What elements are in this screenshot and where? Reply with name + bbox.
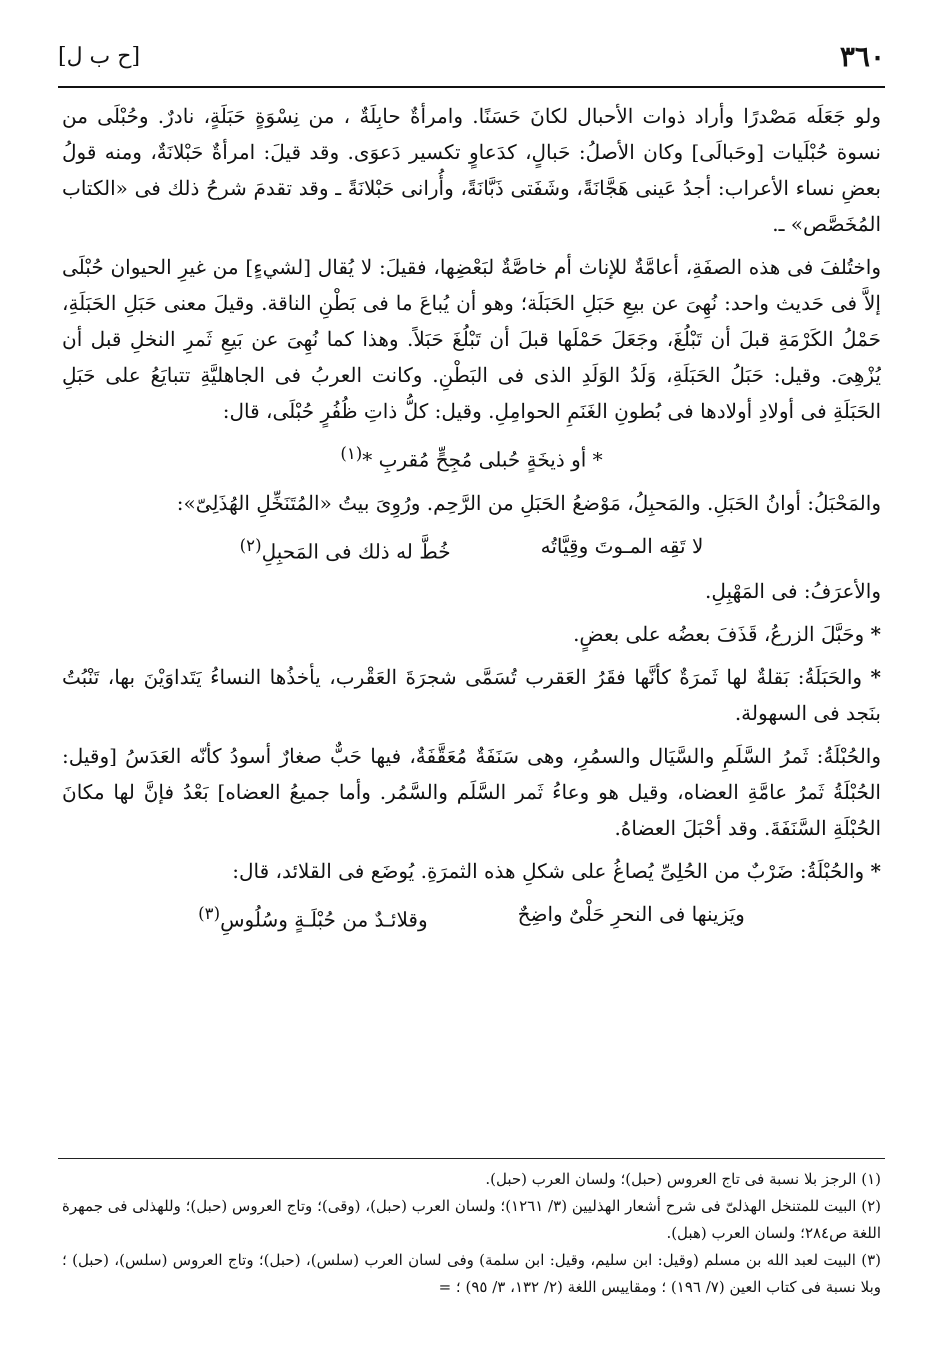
footnotes <box>62 1166 881 1301</box>
main-text <box>62 98 881 1146</box>
entry-marker: * <box>870 622 881 647</box>
poetry-couplet <box>62 528 881 570</box>
paragraph: والمَحْبَلُ: أوانُ الحَبَلِ. والمَحبِلُ، مَوْضعُ الحَبَلِ من الرَّحِم. ورُوِىَ بيتُ «المُتَنَخِّلِ الهُذَلِىّ»: <box>176 490 881 515</box>
footnote: (٢) البيت للمتنخل الهذلىّ فى شرح أشعار الهذليين (٣/ ١٢٦١)؛ ولسان العرب (حبل)، (وقى)؛ وتاج العروس (حبل)؛ وللهذلى فى جمهرة اللغة ص٢٨٤؛ ولسان العرب (هبل). <box>62 1197 881 1242</box>
entry-marker: * <box>870 859 881 884</box>
page-number: ٣٦٠ <box>839 40 885 73</box>
hemistich-first: لا تَقِه المـوتَ وقِيَّاتُه <box>540 533 704 558</box>
entry-text: والحَبَلَةُ: بَقلةٌ لها ثَمرَةٌ كأنَّها فقَرُ العَقرب تُسَمَّى شجرَةَ العَقْرب، يأخذُها النساءُ يَتَداوَيْنَ بها، تَنْبُتُ بنَجد فى السهولة. <box>62 665 881 726</box>
root-letters: [ح ب ل] <box>58 44 141 69</box>
paragraph <box>62 616 881 652</box>
entry-marker: * <box>870 665 881 690</box>
header-rule <box>58 86 885 88</box>
paragraph: والأعرَفُ: فى المَهْبِلِ. <box>705 579 881 604</box>
hemistich-second <box>198 896 427 938</box>
footnote: (٣) البيت لعبد الله بن مسلم (وقيل: ابن سليم، وقيل: ابن سلمة) وفى لسان العرب (سلس)، (حبل)؛ وتاج العروس (سلس)، (حبل) ؛ وبلا نسبة فى كتاب العين (٧/ ١٩٦) ؛ ومقاييس اللغة (٢/ ١٣٢، ٣/ ٩٥) ؛ = <box>62 1251 881 1296</box>
hemistich-text: خُطَّ له ذلك فى المَحبِلِ <box>261 539 451 564</box>
footnote-ref: (٢) <box>239 535 262 555</box>
hemistich-second <box>240 528 451 570</box>
hemistich-first: ويَزينها فى النحرِ حَلْىٌ واضِحٌ <box>517 902 745 927</box>
verse-line <box>62 436 881 478</box>
paragraph: واختُلفَ فى هذه الصفَةِ، أعامَّةٌ للإناث أم خاصَّةٌ لبَعْضِها، فقيلَ: لا يُقال [لشيءٍ] من غيرِ الحيوان حُبْلَى إلاَّ فى حَديث واحد: نُهِىَ عن بيعِ حَبَلِ الحَبَلَة؛ وهو أن يُباعَ ما فى بَطْنِ الناقة. وقيلَ معنى حَبَلِ الحَبَلَةِ، حَمْلُ الكَرْمَةِ قبلَ أن تَبْلُغَ، وجَعَلَ حَمْلَها قبلَ أن تَبْلُغَ حَبَلاً. وهذا كما نُهِىَ عن بَيعِ ثَمرِ النخلِ قبل أن يُزْهِىَ. وقيل: حَبَلُ الحَبَلَةِ، وَلَدُ الوَلَدِ الذى فى البَطْنِ. وكانت العربُ فى الجاهليَّةِ تتبايَعُ على حَبَلِ الحَبَلَةِ فى أولادِ أولادها فى بُطونِ الغَنَمِ الحوامِلِ. وقيل: كلُّ ذاتِ ظُفُرٍ حُبْلَى، قال: <box>62 255 881 423</box>
footnote-rule <box>58 1158 885 1159</box>
paragraph: ولو جَعَلَه مَصْدرًا وأراد ذوات الأحبال لكانَ حَسَنًا. وامرأةٌ حابِلَةٌ ، من نِسْوَةٍ حَبَلَةٍ، نادرٌ. وحُبْلَى من نسوة حُبْلَيات [وحَبالَى] وكان الأصلُ: حَبالٍ، كدَعاوٍ تكسير دَعوَى. وقد قيلَ: امرأةٌ حَبْلانَةٌ، ومنه قولُ بعضِ نساء الأعراب: أجدُ عَينى هَجَّانَةً، وشَفَتى ذَبَّانَةً، وأُرانى حَبْلانَةً ـ وقد تقدمَ شرحُ ذلك فى «الكتاب المُخَصَّص» ـ. <box>62 104 881 236</box>
entry-text: والحُبْلَةُ: ضَرْبٌ من الحُلِىِّ يُصاغُ على شكلِ هذه الثمرَةِ. يُوضَع فى القلائد، قال: <box>232 859 865 884</box>
verse-text: * أو ذيخَةٍ حُبلى مُجِحٍّ مُقربِ * <box>362 447 603 472</box>
poetry-couplet <box>62 896 881 938</box>
entry-text: وحَبَّلَ الزرعُ، قَذَفَ بعضُه على بعضٍ. <box>573 622 865 647</box>
footnote: (١) الرجز بلا نسبة فى تاج العروس (حبل)؛ ولسان العرب (حبل). <box>485 1170 881 1188</box>
footnote-ref: (٣) <box>198 904 221 924</box>
paragraph: والحُبْلَةُ: ثَمرُ السَّلَمِ والسَّيَال والسمُرِ، وهى سَنَفَةٌ مُعَقَّفَةٌ، فيها حَبٌّ صغارٌ أسودُ كأنّه العَدَسُ [وقيل: الحُبْلَةُ ثَمرُ عامَّةِ العضاه، وقيل هو وعاءُ ثَمر السَّلَم والسَّمُر. وأما جميعُ العضاه] بَعْدُ فإنَّ لها مكانَ الحُبْلَةِ السَّنَفَةَ. وقد أحْبَلَ العضاهُ. <box>62 744 881 841</box>
footnote-ref: (١) <box>340 444 363 463</box>
hemistich-text: وقلائـدٌ من حُبْلَـةٍ وسُلُوسِ <box>220 907 428 932</box>
paragraph <box>62 659 881 731</box>
paragraph <box>62 853 881 889</box>
running-header <box>58 38 885 82</box>
